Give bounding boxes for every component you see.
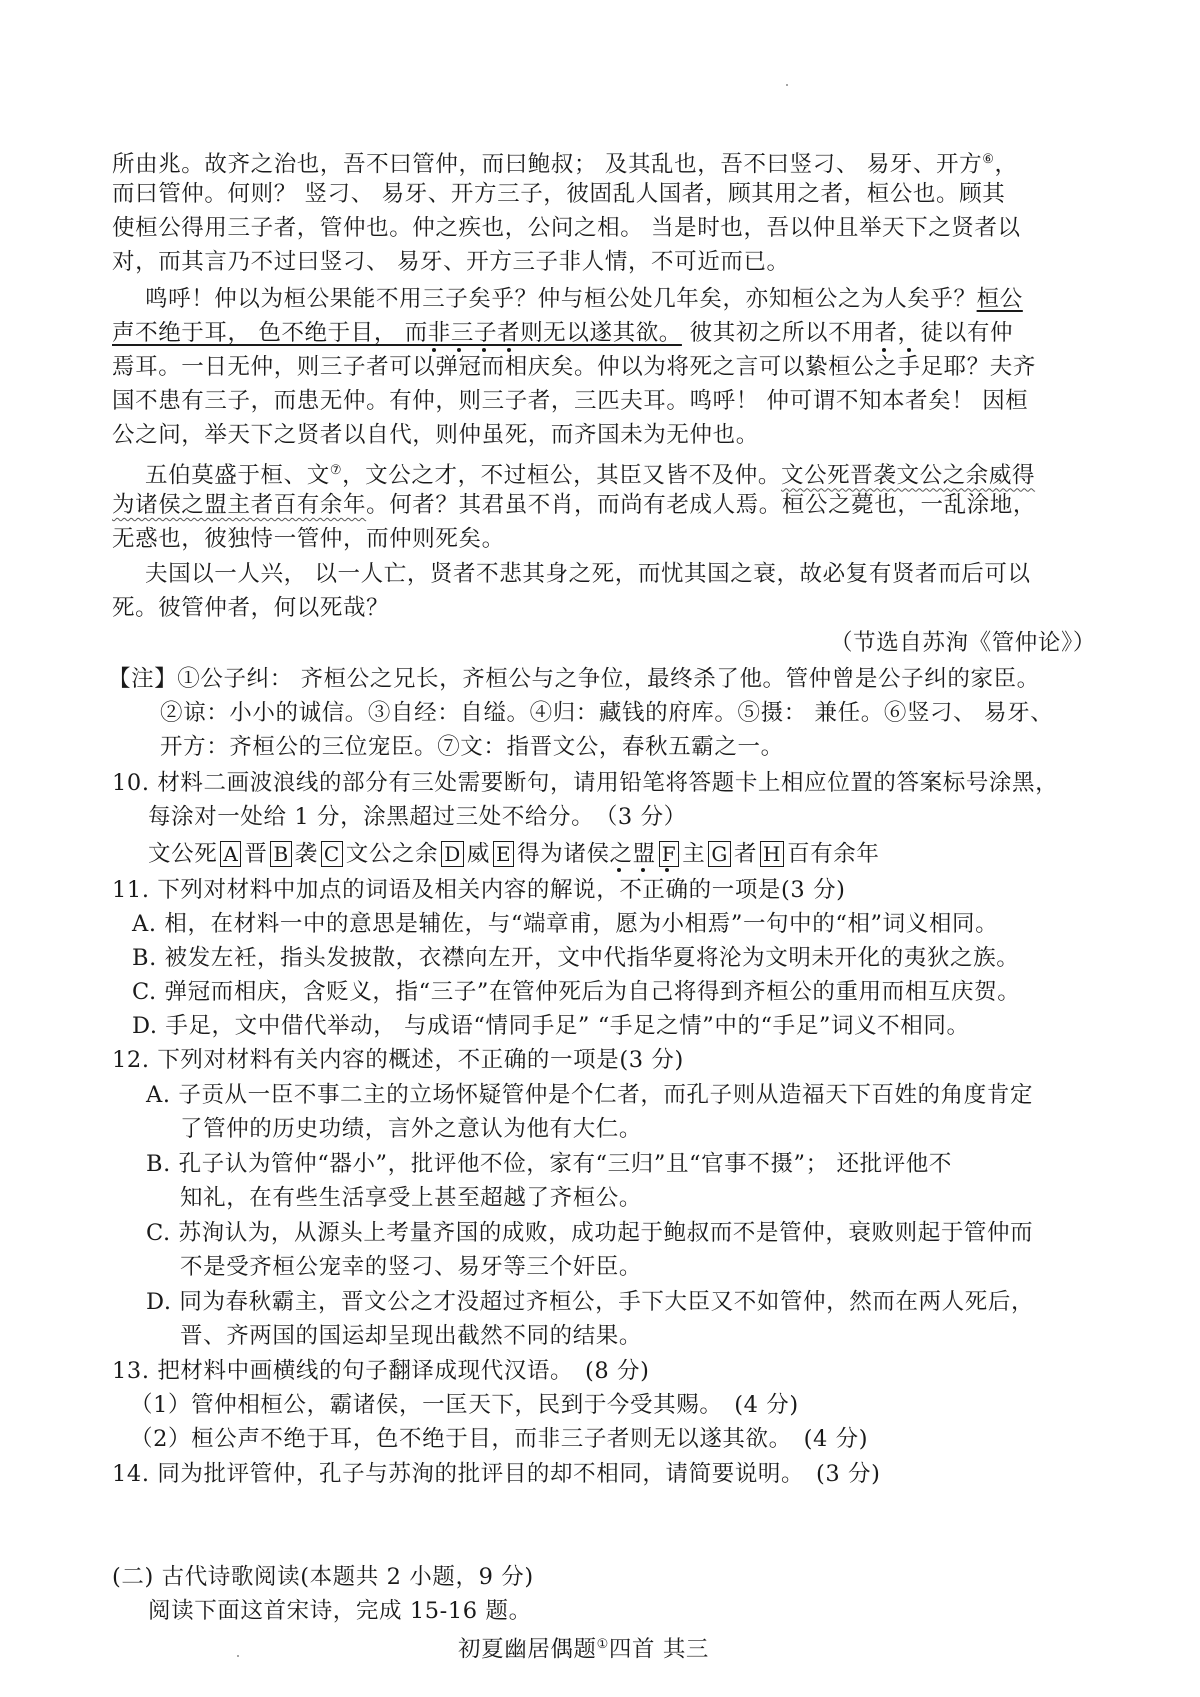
question-11-option[interactable]: D. 手足，文中借代举动， 与成语“情同手足” “手足之情”中的“手足”词义不相同。 — [132, 1013, 970, 1039]
question-11-option[interactable]: B. 被发左衽，指头发披散，衣襟向左开，文中代指华夏将沦为文明未开化的夷狄之族。 — [132, 945, 1020, 971]
break-option-box[interactable]: H — [760, 841, 784, 867]
question-11-option[interactable]: C. 弹冠而相庆，含贬义，指“三子”在管仲死后为自己将得到齐桓公的重用而相互庆贺。 — [132, 979, 1021, 1005]
sentence-break-options — [148, 837, 880, 871]
break-option-box[interactable]: E — [493, 841, 514, 867]
wavy-underlined-text: 文公死晋袭文公之余威得 — [780, 462, 1036, 489]
question-12-option-cont: 了管仲的历史功绩，言外之意认为他有大仁。 — [180, 1116, 643, 1142]
question-13-stem: 13. 把材料中画横线的句子翻译成现代汉语。 (8 分) — [112, 1358, 650, 1384]
passage-text: ，文公之才，不过桓公，其臣又皆不及仲。 — [342, 462, 781, 489]
passage-line — [145, 454, 1035, 493]
break-option-box[interactable]: D — [441, 841, 464, 867]
emphasis-dot — [641, 868, 645, 872]
break-option-box[interactable]: B — [270, 841, 291, 867]
footnote-marker: ⑥ — [982, 152, 995, 167]
underlined-sentence: 桓公 — [976, 286, 1023, 312]
break-option-box[interactable]: F — [659, 841, 679, 867]
segment-text: 百有余年 — [787, 841, 880, 867]
passage-text: 彼其初之所以不用者，徒以有仲 — [681, 320, 1014, 346]
passage-line: 对，而其言乃不过曰竖刁、 易牙、开方三子非人情，不可近而已。 — [112, 249, 790, 275]
source-citation: （节选自苏洵《管仲论》） — [830, 630, 1096, 656]
footnote-marker: ① — [596, 1637, 609, 1652]
section-instruction: 阅读下面这首宋诗，完成 15-16 题。 — [148, 1598, 532, 1624]
passage-text: 五伯莫盛于桓、文 — [145, 462, 330, 489]
poem-title-text: 初夏幽居偶题 — [458, 1636, 597, 1663]
question-13-sentence: （2）桓公声不绝于耳，色不绝于目，而非三子者则无以遂其欲。 (4 分) — [130, 1426, 869, 1452]
question-12-option-cont: 不是受齐桓公宠幸的竖刁、易牙等三个奸臣。 — [180, 1254, 643, 1280]
note-line: ②谅：小小的诚信。③自经：自缢。④归：藏钱的府库。⑤摄： 兼任。⑥竖刁、 易牙、 — [160, 700, 1054, 726]
segment-text: 文公之余 — [345, 841, 439, 867]
question-12-option[interactable]: C. 苏洵认为，从源头上考量齐国的成败，成功起于鲍叔而不是管仲，衰败则起于管仲而 — [146, 1220, 1034, 1246]
question-12-option[interactable]: D. 同为春秋霸主，晋文公之才没超过齐桓公，手下大臣又不如管仲，然而在两人死后， — [146, 1289, 1035, 1315]
passage-line — [112, 488, 1036, 522]
passage-line: 焉耳。一日无仲，则三子者可以弹冠而相庆矣。仲以为将死之言可以絷桓公之手足耶？夫齐 — [112, 354, 1037, 380]
passage-text: 鸣呼！仲以为桓公果能不用三子矣乎？仲与桓公处几年矣，亦知桓公之为人矣乎？ — [145, 286, 977, 312]
question-13-sentence: （1）管仲相桓公，霸诸侯，一匡天下，民到于今受其赐。 (4 分) — [130, 1392, 799, 1418]
passage-text: 所由兆。故齐之治也，吾不曰管仲，而曰鲍叔； 及其乱也，吾不曰竖刁、 易牙、开方 — [112, 151, 983, 178]
question-12-option[interactable]: B. 孔子认为管仲“器小”，批评他不俭，家有“三归”且“官事不摄”； 还批评他不 — [146, 1151, 953, 1177]
emphasis-dot — [617, 868, 621, 872]
question-11-stem: 11. 下列对材料中加点的词语及相关内容的解说，不正确的一项是(3 分) — [112, 877, 846, 903]
wavy-underlined-text: 为诸侯之盟主者百有余年 — [112, 492, 367, 518]
break-option-box[interactable]: A — [220, 841, 241, 867]
question-14-stem: 14. 同为批评管仲，孔子与苏洵的批评目的却不相同，请简要说明。 (3 分) — [112, 1461, 881, 1487]
question-12-option[interactable]: A. 子贡从一臣不事二主的立场怀疑管仲是个仁者，而孔子则从造福天下百姓的角度肯定 — [146, 1082, 1034, 1108]
scan-speck — [786, 84, 788, 86]
passage-line — [112, 316, 1013, 350]
passage-line: 而曰管仲。何则？ 竖刁、 易牙、开方三子，彼固乱人国者，顾其用之者，桓公也。顾其 — [112, 181, 1006, 207]
segment-text: 主 — [682, 841, 706, 867]
question-11-option[interactable]: A. 相，在材料一中的意思是辅佐，与“端章甫，愿为小相焉”一句中的“相”词义相同。 — [132, 911, 999, 937]
passage-line: 使桓公得用三子者，管仲也。仲之疾也，公问之相。 当是时也，吾以仲且举天下之贤者以 — [112, 215, 1021, 241]
note-line: 开方：齐桓公的三位宠臣。⑦文：指晋文公，春秋五霸之一。 — [160, 734, 784, 760]
footnote-marker: ⑦ — [329, 463, 343, 478]
note-line: 【注】①公子纠： 齐桓公之兄长，齐桓公与之争位，最终杀了他。管仲曾是公子纠的家臣。 — [108, 666, 1040, 692]
break-option-box[interactable]: G — [708, 841, 731, 867]
emphasis-dot — [665, 868, 669, 872]
question-12-option-cont: 晋、齐两国的国运却呈现出截然不同的结果。 — [180, 1323, 643, 1349]
poem-title-text: 四首 其三 — [608, 1636, 710, 1663]
passage-text: ， — [994, 151, 1018, 178]
passage-line: 死。彼管仲者，何以死哉？ — [112, 595, 390, 621]
question-10-stem: 10. 材料二画波浪线的部分有三处需要断句，请用铅笔将答题卡上相应位置的答案标号涂黑， — [112, 770, 1059, 796]
scan-speck — [237, 1655, 239, 1657]
passage-line: 夫国以一人兴， 以一人亡，贤者不悲其身之死，而忧其国之衰，故必复有贤者而后可以 — [145, 561, 1031, 587]
question-10-stem: 每涂对一处给 1 分，涂黑超过三处不给分。 （3 分） — [148, 804, 687, 830]
question-12-option-cont: 知礼，在有些生活享受上甚至超越了齐桓公。 — [180, 1185, 643, 1211]
segment-text: 得为诸侯之盟 — [517, 841, 656, 867]
passage-text: 。何者？其君虽不肖，而尚有老成人焉。桓公之薨也，一乱涂地， — [366, 492, 1037, 518]
passage-line: 国不患有三子，而患无仲。有仲，则三子者，三匹夫耳。鸣呼！ 仲可谓不知本者矣！ 因桓 — [112, 388, 1029, 414]
segment-text: 袭 — [294, 841, 318, 867]
underlined-sentence: 声不绝于耳， 色不绝于目， 而非三子者则无以遂其欲。 — [112, 320, 682, 346]
question-12-stem: 12. 下列对材料有关内容的概述，不正确的一项是(3 分) — [112, 1047, 684, 1073]
passage-line — [145, 282, 1023, 316]
segment-text: 晋 — [244, 841, 268, 867]
passage-line: 无惑也，彼独恃一管仲，而仲则死矣。 — [112, 526, 505, 552]
poem-title — [458, 1628, 709, 1667]
passage-line — [112, 143, 1018, 182]
section-heading: (二) 古代诗歌阅读(本题共 2 小题，9 分) — [112, 1564, 534, 1590]
segment-text: 者 — [733, 841, 758, 867]
segment-text: 威 — [466, 841, 490, 867]
passage-line: 公之问，举天下之贤者以自代，则仲虽死，而齐国未为无仲也。 — [112, 422, 759, 448]
segment-text: 文公死 — [148, 841, 218, 867]
break-option-box[interactable]: C — [321, 841, 343, 867]
